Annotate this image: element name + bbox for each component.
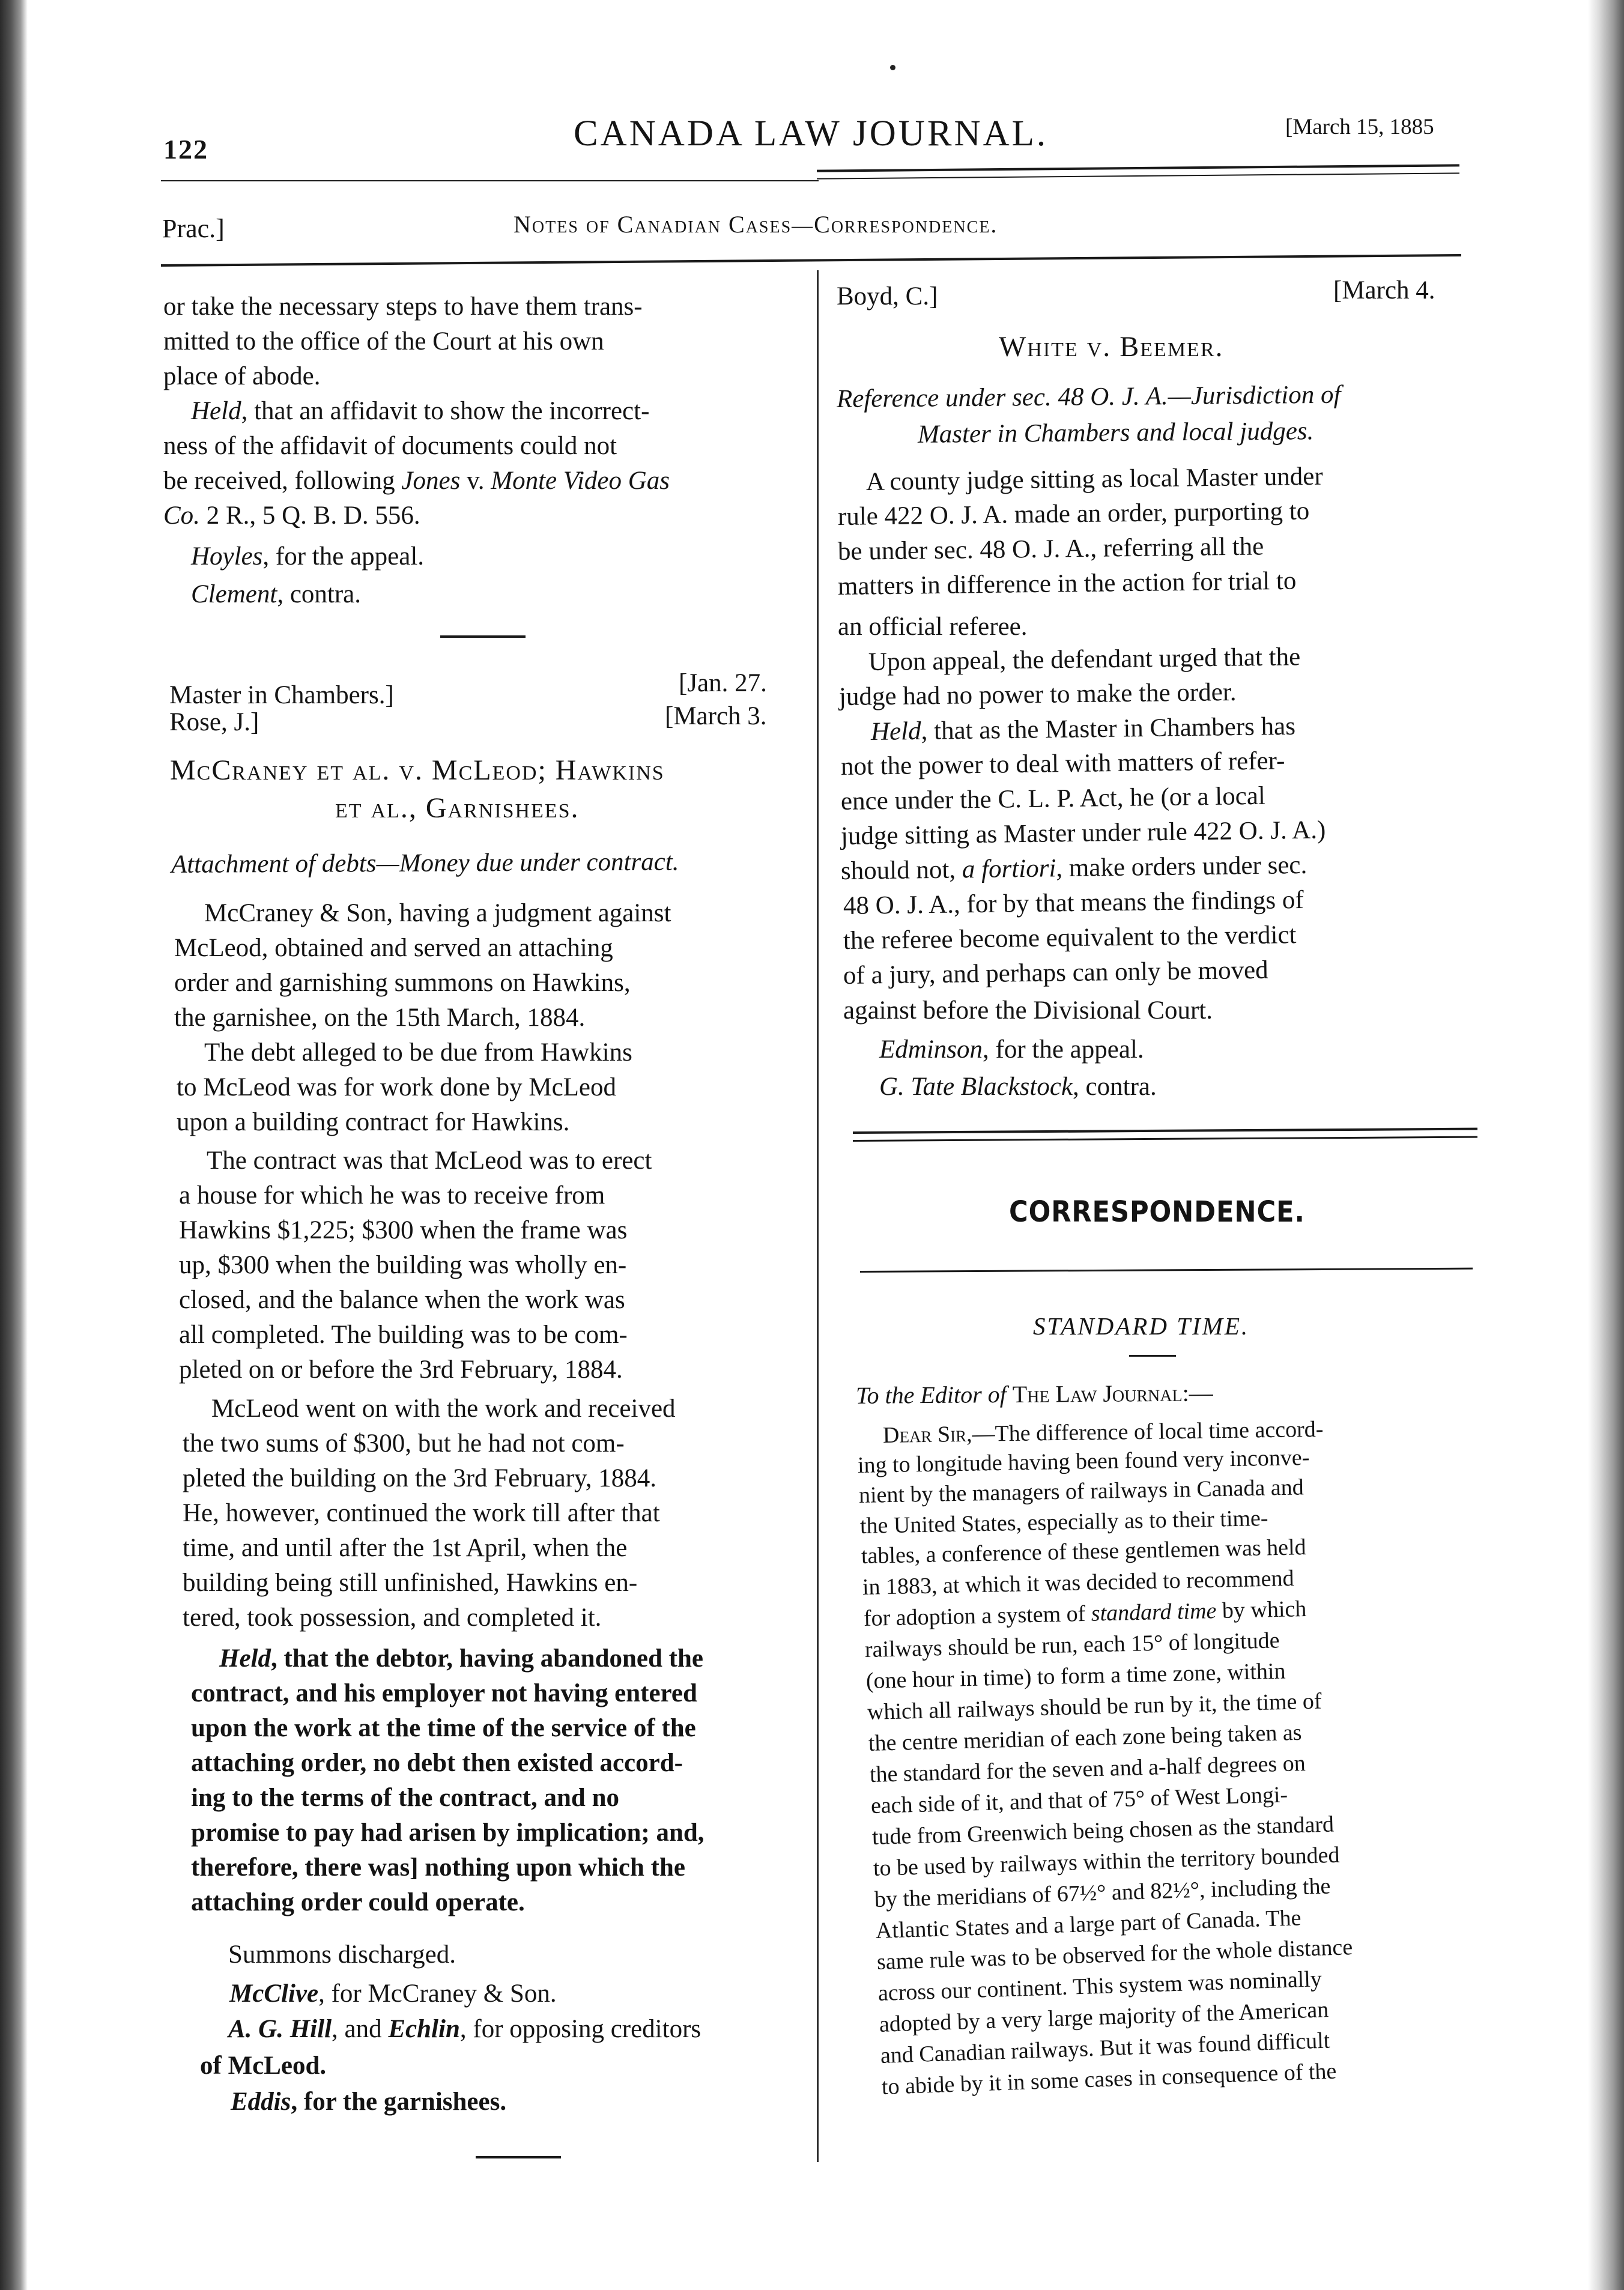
headnote: Attachment of debts—Money due under contract. bbox=[171, 847, 679, 879]
body-line: McCraney & Son, having a judgment against bbox=[204, 899, 671, 927]
case-name: Jones bbox=[401, 467, 461, 495]
letter-title-rule bbox=[1129, 1355, 1176, 1357]
salutation-suffix: :— bbox=[1182, 1379, 1213, 1407]
section-title-dash: — bbox=[792, 214, 814, 237]
letter-line: to abide by it in some cases in consequence of the bbox=[881, 2058, 1337, 2100]
held-paragraph-line: against before the Divisional Court. bbox=[843, 996, 1213, 1025]
issue-date: [March 15, 1885 bbox=[1285, 115, 1434, 139]
letter-title: STANDARD TIME. bbox=[1033, 1312, 1250, 1340]
paragraph-line bbox=[163, 464, 670, 498]
citation: 2 R., 5 Q. B. D. 556. bbox=[199, 501, 420, 530]
double-rule-top bbox=[853, 1128, 1477, 1134]
letter-line: nient by the managers of railways in Canada and bbox=[858, 1474, 1304, 1508]
body-line: a house for which he was to receive from bbox=[179, 1181, 605, 1210]
header-rule-top bbox=[817, 164, 1459, 172]
dear-sir: Dear Sir, bbox=[882, 1421, 972, 1448]
headnote: Master in Chambers and local judges. bbox=[917, 417, 1314, 449]
held-paragraph-line: therefore, there was] nothing upon which the bbox=[191, 1853, 685, 1882]
section-rule bbox=[161, 254, 1461, 267]
body-line: A county judge sitting as local Master under bbox=[865, 462, 1323, 496]
body-line: rule 422 O. J. A. made an order, purporting to bbox=[837, 497, 1310, 531]
latin-phrase: a fortiori bbox=[962, 854, 1056, 884]
held-paragraph-line: not the power to deal with matters of refer- bbox=[840, 747, 1285, 781]
running-head bbox=[0, 0, 1624, 288]
held-paragraph-line bbox=[841, 849, 1307, 888]
header-rule-left bbox=[161, 180, 819, 181]
letter-line: tables, a conference of these gentlemen was held bbox=[861, 1534, 1306, 1569]
counsel-name: McClive bbox=[229, 1980, 319, 2008]
body-line: The debt alleged to be due from Hawkins bbox=[204, 1038, 632, 1067]
section-title bbox=[514, 210, 998, 238]
letter-line: by the meridians of 67½° and 82½°, including the bbox=[874, 1873, 1331, 1912]
letter-line: adopted by a very large majority of the American bbox=[879, 1997, 1329, 2037]
counsel-line bbox=[879, 1033, 1144, 1067]
letter-line: tude from Greenwich being chosen as the standard bbox=[871, 1811, 1335, 1850]
body-line: pleted the building on the 3rd February, 1884. bbox=[183, 1464, 656, 1492]
held-word: Held bbox=[870, 716, 921, 746]
held-paragraph-line: of a jury, and perhaps can only be moved bbox=[843, 956, 1268, 990]
held-text: be received, following bbox=[163, 467, 402, 495]
letter-text: for adoption a system of bbox=[863, 1601, 1092, 1631]
letter-line: the United States, especially as to their time- bbox=[859, 1505, 1268, 1539]
held-paragraph-line: ing to the terms of the contract, and no bbox=[191, 1784, 619, 1812]
salutation-prefix: To the Editor of bbox=[855, 1380, 1013, 1409]
letter-line: the standard for the seven and a-half degrees on bbox=[869, 1751, 1306, 1787]
versus: v. bbox=[460, 467, 491, 495]
counsel-role: , contra. bbox=[1073, 1073, 1157, 1101]
case-date: [March 4. bbox=[1333, 276, 1435, 304]
counsel-name: G. Tate Blackstock bbox=[879, 1073, 1073, 1101]
body-line: tered, took possession, and completed it. bbox=[183, 1604, 602, 1632]
body-line: judge had no power to make the order. bbox=[838, 677, 1237, 711]
section-label: Prac.] bbox=[162, 214, 225, 243]
scan-edge-right bbox=[1588, 0, 1624, 2290]
counsel-line bbox=[191, 578, 361, 611]
body-line: Upon appeal, the defendant urged that the bbox=[868, 643, 1301, 676]
counsel-line bbox=[229, 1977, 557, 2011]
body-line: pleted on or before the 3rd February, 1884. bbox=[179, 1356, 623, 1384]
counsel-role: , for the appeal. bbox=[262, 542, 425, 571]
page-number: 122 bbox=[163, 134, 208, 165]
counsel-role: , contra. bbox=[277, 580, 361, 608]
paragraph-line: ness of the affidavit of documents could not bbox=[163, 432, 617, 460]
held-paragraph-line bbox=[871, 710, 1296, 749]
body-line: the two sums of $300, but he had not com- bbox=[183, 1429, 625, 1458]
body-line: all completed. The building was to be com- bbox=[179, 1321, 628, 1349]
case-name: Monte Video Gas bbox=[491, 467, 670, 495]
body-line: Hawkins $1,225; $300 when the frame was bbox=[179, 1216, 628, 1244]
column-divider bbox=[817, 270, 819, 2162]
letter-line: Atlantic States and a large part of Canada. The bbox=[875, 1905, 1302, 1943]
counsel-line bbox=[191, 540, 424, 574]
body-line: McLeod went on with the work and received bbox=[211, 1395, 676, 1423]
paragraph-line: or take the necessary steps to have them trans- bbox=[163, 292, 643, 321]
end-rule bbox=[476, 2156, 561, 2158]
section-title-second: Correspondence. bbox=[814, 211, 998, 238]
journal-name: The Law Journal bbox=[1012, 1379, 1183, 1408]
held-paragraph-line: attaching order could operate. bbox=[191, 1888, 525, 1916]
body-line: McLeod, obtained and served an attaching bbox=[174, 934, 613, 962]
disposition: Summons discharged. bbox=[228, 1940, 456, 1969]
letter-line: (one hour in time) to form a time zone, within bbox=[865, 1658, 1286, 1694]
held-paragraph-line: attaching order, no debt then existed accord- bbox=[191, 1749, 683, 1777]
paragraph-line: place of abode. bbox=[163, 362, 321, 390]
court-label: Boyd, C.] bbox=[837, 282, 938, 310]
letter-line: to be used by railways within the territory bounded bbox=[873, 1842, 1341, 1881]
held-text: , that an affidavit to show the incorrect- bbox=[241, 397, 650, 425]
counsel-role: , for McCraney & Son. bbox=[318, 1980, 557, 2008]
letter-line: each side of it, and that of 75° of West Longi- bbox=[870, 1782, 1288, 1819]
paragraph-line: mitted to the office of the Court at his own bbox=[163, 327, 604, 356]
counsel-line bbox=[228, 2013, 701, 2046]
citation-line bbox=[163, 499, 420, 533]
case-date: [March 3. bbox=[665, 702, 767, 730]
scan-binding-shadow-left bbox=[0, 0, 28, 2290]
case-name: Co. bbox=[163, 501, 200, 530]
held-paragraph-line: ence under the C. L. P. Act, he (or a local bbox=[840, 781, 1266, 816]
counsel-name: Clement bbox=[191, 580, 277, 608]
body-line: an official referee. bbox=[838, 613, 1028, 641]
body-line: He, however, continued the work till after that bbox=[183, 1499, 660, 1527]
body-line: The contract was that McLeod was to erect bbox=[207, 1147, 652, 1175]
case-title: et al., Garnishees. bbox=[335, 792, 580, 824]
letter-line: in 1883, at which it was decided to recommend bbox=[862, 1565, 1294, 1600]
salutation bbox=[856, 1376, 1213, 1413]
court-label: Rose, J.] bbox=[169, 708, 259, 736]
held-paragraph-line bbox=[191, 395, 649, 428]
counsel-name: A. G. Hill bbox=[228, 2015, 332, 2043]
counsel-name: Hoyles bbox=[191, 542, 263, 571]
letter-line: the centre meridian of each zone being taken as bbox=[868, 1719, 1302, 1756]
held-paragraph-line: the referee become equivalent to the verdict bbox=[843, 921, 1297, 955]
held-text: , that as the Master in Chambers has bbox=[921, 712, 1296, 745]
held-paragraph-line bbox=[219, 1642, 703, 1676]
body-line: the garnishee, on the 15th March, 1884. bbox=[174, 1004, 586, 1032]
double-rule-bottom bbox=[853, 1136, 1477, 1142]
held-text: , make orders under sec. bbox=[1056, 850, 1307, 883]
held-word: Held bbox=[219, 1644, 271, 1673]
letter-line: across our continent. This system was nominally bbox=[877, 1966, 1323, 2006]
case-date: [Jan. 27. bbox=[679, 669, 767, 697]
letter-text: —The difference of local time accord- bbox=[972, 1416, 1324, 1447]
held-paragraph-line: contract, and his employer not having entered bbox=[191, 1679, 697, 1707]
headnote: Reference under sec. 48 O. J. A.—Jurisdiction of bbox=[836, 380, 1341, 413]
counsel-name: Eddis bbox=[231, 2088, 291, 2116]
section-title-first: Notes of Canadian Cases bbox=[514, 211, 792, 238]
letter-text: by which bbox=[1216, 1596, 1307, 1624]
counsel-line bbox=[231, 2085, 506, 2119]
letter-line: and Canadian railways. But it was found difficult bbox=[880, 2028, 1330, 2068]
body-line: closed, and the balance when the work was bbox=[179, 1286, 625, 1314]
case-separator-rule bbox=[440, 635, 526, 638]
held-paragraph-line: upon the work at the time of the service of the bbox=[191, 1714, 696, 1742]
standard-time-term: standard time bbox=[1091, 1598, 1217, 1626]
journal-title: CANADA LAW JOURNAL. bbox=[574, 114, 1049, 154]
counsel-joiner: , and bbox=[332, 2015, 389, 2043]
held-paragraph-line: 48 O. J. A., for by that means the findings of bbox=[843, 885, 1304, 920]
counsel-role: , for the appeal. bbox=[983, 1035, 1144, 1064]
letter-line: ing to longitude having been found very inconve- bbox=[857, 1444, 1310, 1478]
counsel-name: Edminson bbox=[879, 1035, 983, 1064]
counsel-line: of McLeod. bbox=[200, 2052, 327, 2080]
counsel-role: , for opposing creditors bbox=[459, 2015, 701, 2043]
correspondence-heading: CORRESPONDENCE. bbox=[1009, 1195, 1305, 1229]
body-line: upon a building contract for Hawkins. bbox=[177, 1108, 570, 1136]
body-line: matters in difference in the action for trial to bbox=[837, 566, 1297, 601]
body-line: to McLeod was for work done by McLeod bbox=[177, 1073, 617, 1101]
counsel-name: Echlin bbox=[388, 2015, 460, 2043]
header-rule-top-thin bbox=[817, 172, 1459, 179]
body-line: up, $300 when the building was wholly en- bbox=[179, 1251, 627, 1279]
letter-line: same rule was to be observed for the whole distance bbox=[876, 1934, 1353, 1975]
counsel-line bbox=[879, 1070, 1157, 1104]
body-line: be under sec. 48 O. J. A., referring all the bbox=[837, 532, 1264, 566]
held-text: , that the debtor, having abandoned the bbox=[270, 1644, 703, 1673]
body-line: time, and until after the 1st April, when the bbox=[183, 1534, 628, 1562]
court-label: Master in Chambers.] bbox=[169, 681, 394, 709]
body-line: order and garnishing summons on Hawkins, bbox=[174, 969, 631, 997]
case-title: White v. Beemer. bbox=[999, 331, 1224, 363]
case-title: McCraney et al. v. McLeod; Hawkins bbox=[170, 754, 665, 786]
held-word: Held bbox=[191, 397, 241, 425]
held-text: should not, bbox=[840, 855, 963, 885]
body-line: building being still unfinished, Hawkins en- bbox=[183, 1569, 638, 1597]
held-paragraph-line: judge sitting as Master under rule 422 O. J. A.) bbox=[840, 816, 1326, 850]
letter-line: which all railways should be run by it, the time of bbox=[867, 1688, 1322, 1725]
correspondence-rule bbox=[860, 1268, 1473, 1273]
letter-line: railways should be run, each 15° of longitude bbox=[864, 1628, 1280, 1662]
held-paragraph-line: promise to pay had arisen by implication; and, bbox=[191, 1819, 704, 1847]
counsel-role: , for the garnishees. bbox=[291, 2088, 507, 2116]
